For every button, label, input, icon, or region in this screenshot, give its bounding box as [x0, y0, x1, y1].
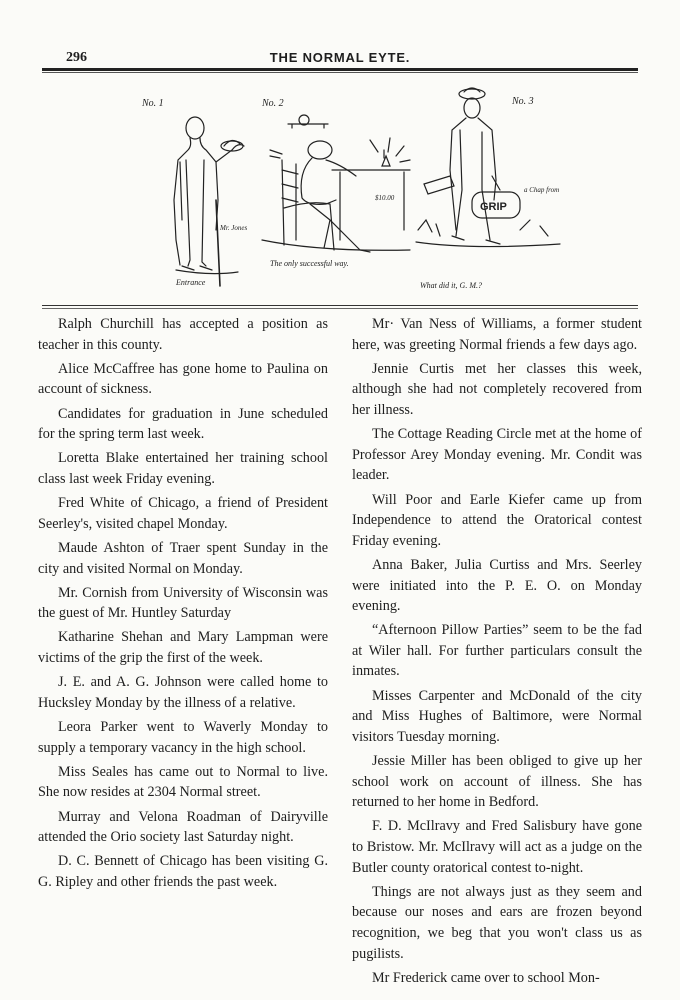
- news-item: Ralph Churchill has accepted a position as teacher in this county.: [38, 316, 328, 353]
- news-item: Katharine Shehan and Mary Lampman were victims of the grip the first of the week.: [38, 629, 328, 667]
- news-item: “Afternoon Pillow Parties” seem to be the fad at Wiler hall. For further particulars consult the inmates.: [352, 622, 642, 680]
- news-item: Will Poor and Earle Kiefer came up from Independence to attend the Oratorical contest Friday evening.: [352, 491, 642, 549]
- panel-2-caption: The only successful way.: [270, 259, 349, 268]
- news-item: Jessie Miller has been obliged to give up her school work on account of illness. She has returned to her home in Bedford.: [352, 753, 642, 811]
- publication-title: THE NORMAL EYTE.: [269, 50, 411, 65]
- right-column: [352, 314, 642, 992]
- panel-1-label: No. 1: [142, 98, 164, 109]
- panel-1-caption: Entrance: [176, 278, 206, 287]
- svg-text:Mr. Jones: Mr. Jones: [220, 224, 248, 232]
- news-item: Loretta Blake entertained her training school class last week Friday evening.: [38, 450, 328, 487]
- news-item: Mr Frederick came over to school Mon-: [372, 969, 600, 986]
- news-item: J. E. and A. G. Johnson were called home to Hucksley Monday by the illness of a relative.: [38, 674, 328, 711]
- news-item: Maude Ashton of Traer spent Sunday in the city and visited Normal on Monday.: [38, 539, 328, 577]
- news-item: Things are not always just as they seem and because our noses and ears are frozen beyond recognition, we beg that you won't class us as pugilists.: [352, 883, 642, 962]
- panel-2-label: No. 2: [262, 98, 284, 109]
- news-item: The Cottage Reading Circle met at the home of Professor Arey Monday evening. Mr. Condit was leader.: [352, 426, 642, 484]
- svg-text:a Chap from: a Chap from: [524, 186, 560, 194]
- panel-3-caption: What did it, G. M.?: [420, 281, 482, 290]
- header-rule-thin: [42, 72, 638, 73]
- section-rule-thin: [42, 308, 638, 309]
- page-number: 296: [66, 50, 87, 65]
- panel-1-figure: [141, 98, 247, 287]
- panel-2-figure: [261, 98, 410, 268]
- header-rule: [42, 68, 638, 71]
- news-item: Leora Parker went to Waverly Monday to supply a temporary vacancy in the high school.: [38, 719, 328, 756]
- news-item: F. D. McIlravy and Fred Salisbury have gone to Bristow. Mr. McIlravy will act as a judge on the Butler county oratorical contest to-night.: [352, 818, 642, 876]
- grip-bag-label: GRIP: [480, 201, 507, 213]
- news-item: Murray and Velona Roadman of Dairyville attended the Orio society last Saturday night.: [38, 808, 328, 846]
- news-item: Mr. Cornish from University of Wisconsin was the guest of Mr. Huntley Saturday: [38, 584, 328, 622]
- svg-text:$10.00: $10.00: [375, 194, 395, 202]
- panel-3-label: No. 3: [512, 96, 534, 107]
- news-item: Mr· Van Ness of Williams, a former student here, was greeting Normal friends a few days ago.: [352, 316, 642, 353]
- news-item: Alice McCaffree has gone home to Paulina on account of sickness.: [38, 360, 328, 398]
- news-item: Anna Baker, Julia Curtiss and Mrs. Seerley were initiated into the P. E. O. on Monday evening.: [352, 556, 642, 615]
- news-item: Miss Seales has came out to Normal to live. She now resides at 2304 Normal street.: [38, 763, 328, 801]
- news-item: Fred White of Chicago, a friend of President Seerley's, visited chapel Monday.: [38, 495, 328, 532]
- left-column: [38, 314, 328, 896]
- panel-3-figure: [416, 88, 560, 290]
- news-item: D. C. Bennett of Chicago has been visiting G. G. Ripley and other friends the past week.: [38, 853, 328, 890]
- news-item: Jennie Curtis met her classes this week, although she had not completely recovered from her illness.: [352, 360, 642, 418]
- news-item: Misses Carpenter and McDonald of the city and Miss Hughes of Baltimore, were Normal visitors Tuesday morning.: [352, 687, 642, 745]
- page-header: [42, 50, 638, 70]
- cartoon-illustration: [120, 80, 570, 300]
- news-item: Candidates for graduation in June scheduled for the spring term last week.: [38, 405, 328, 443]
- section-rule: [42, 305, 638, 306]
